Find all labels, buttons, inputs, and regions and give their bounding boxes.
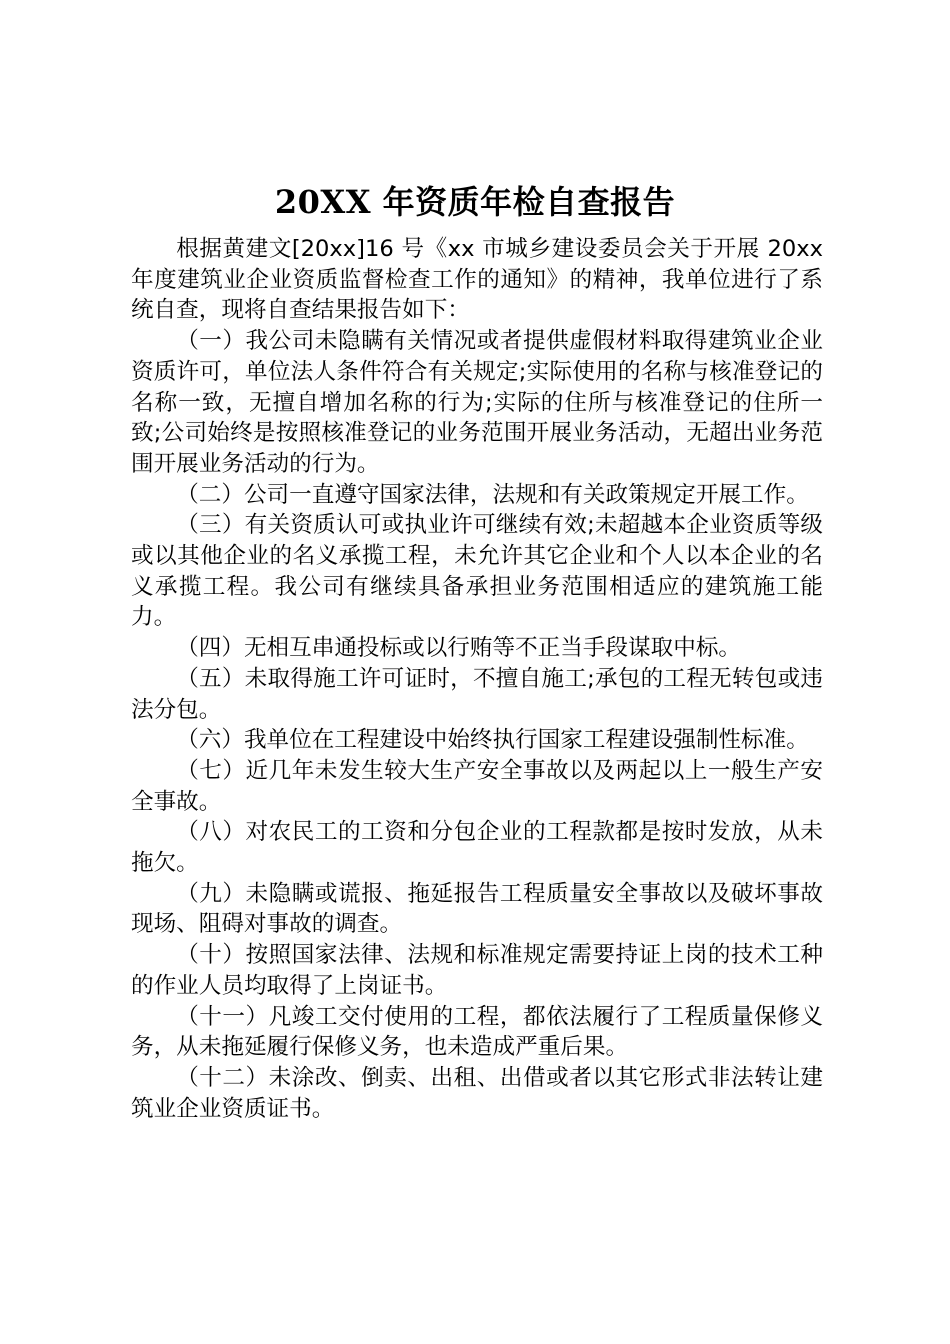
document-title: 20XX 年资质年检自查报告	[274, 183, 676, 221]
paragraph-item-7: （七）近几年未发生较大生产安全事故以及两起以上一般生产安全事故。	[131, 757, 823, 815]
paragraph-item-3: （三）有关资质认可或执业许可继续有效;未超越本企业资质等级或以其他企业的名义承揽工程，未允许其它企业和个人以本企业的名义承揽工程。我公司有继续具备承担业务范围相适应的建筑施工能力。	[131, 512, 823, 631]
paragraph-item-5: （五）未取得施工许可证时，不擅自施工;承包的工程无转包或违法分包。	[131, 665, 823, 723]
paragraph-item-1: （一）我公司未隐瞒有关情况或者提供虚假材料取得建筑业企业资质许可，单位法人条件符合有关规定;实际使用的名称与核准登记的名称一致，无擅自增加名称的行为;实际的住所与核准登记的住所一致;公司始终是按照核准登记的业务范围开展业务活动，无超出业务范围开展业务活动的行为。	[131, 328, 823, 477]
paragraph-item-8: （八）对农民工的工资和分包企业的工程款都是按时发放，从未拖欠。	[131, 819, 823, 877]
paragraph-item-6: （六）我单位在工程建设中始终执行国家工程建设强制性标准。	[176, 727, 809, 754]
paragraph-item-12: （十二）未涂改、倒卖、出租、出借或者以其它形式非法转让建筑业企业资质证书。	[131, 1064, 823, 1122]
paragraph-item-2: （二）公司一直遵守国家法律，法规和有关政策规定开展工作。	[176, 481, 809, 508]
document-body	[131, 234, 823, 1124]
paragraph-item-4: （四）无相互串通投标或以行贿等不正当手段谋取中标。	[176, 635, 742, 662]
paragraph-item-11: （十一）凡竣工交付使用的工程，都依法履行了工程质量保修义务，从未拖延履行保修义务，也未造成严重后果。	[131, 1003, 823, 1061]
paragraph-item-10: （十）按照国家法律、法规和标准规定需要持证上岗的技术工种的作业人员均取得了上岗证书。	[131, 942, 823, 999]
paragraph-intro: 根据黄建文[20xx]16 号《xx 市城乡建设委员会关于开展 20xx 年度建筑业企业资质监督检查工作的通知》的精神，我单位进行了系统自查，现将自查结果报告如下：	[131, 236, 823, 324]
paragraph-item-9: （九）未隐瞒或谎报、拖延报告工程质量安全事故以及破坏事故现场、阻碍对事故的调查。	[131, 880, 823, 938]
